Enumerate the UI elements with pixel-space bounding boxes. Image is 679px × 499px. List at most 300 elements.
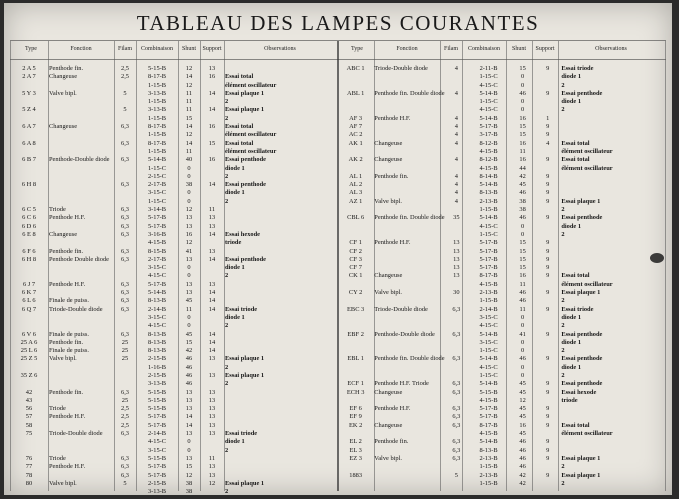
cell-filament: 6,3 [452,438,461,446]
cell-combination: 2-15-C [147,172,167,180]
cell-function [373,189,445,197]
cell-shunt: 46 [519,297,526,305]
cell-shunt: 46 [519,355,526,363]
cell-filament: 4 [454,139,458,147]
table-row [338,181,665,189]
cell-type: 6 F 6 [22,247,36,255]
cell-function [48,115,114,123]
cell-function [48,488,114,495]
cell-type: EZ 3 [349,454,362,462]
cell-combination: 8-13-B [479,446,498,454]
cell-observations: Essai triode [225,305,258,313]
cell-type [338,430,373,438]
cell-function: Penthode H.F. [374,405,411,413]
cell-type: 80 [25,479,33,487]
cell-support [200,198,224,206]
table-row [10,281,336,289]
cell-function: Changeuse [374,139,403,147]
cell-combination: 3-15-C [147,446,167,454]
cell-support: 13 [208,371,216,379]
cell-combination: 2-13-B [479,197,498,205]
cell-support: 14 [208,297,216,305]
cell-function [48,264,114,272]
cell-filament: 4 [454,156,458,164]
cell-filament: 2,5 [121,73,129,81]
cell-observations: 2 [561,297,565,305]
header-combination-left: Combinaison [140,46,173,52]
cell-observations: Essai plaque 1 [561,471,601,479]
cell-filament: 2,5 [121,421,129,429]
cell-shunt: 42 [519,172,526,180]
cell-shunt: 12 [185,131,193,139]
cell-function [48,106,114,114]
cell-observations: élément oscillateur [225,81,277,89]
cell-observations: Essai total [561,139,590,147]
cell-filament [446,98,467,106]
cell-shunt: 14 [185,123,193,131]
cell-function [373,131,445,139]
cell-combination: 2-15-B [147,371,167,379]
cell-function [373,206,445,214]
cell-support [535,281,560,289]
cell-shunt: 0 [187,446,191,454]
cell-type [10,364,48,372]
cell-type [10,488,48,495]
cell-filament [446,82,467,90]
cell-type [338,322,373,330]
cell-function: Penthode H.F. [49,413,86,421]
cell-observations: Essai triode [561,65,594,72]
table-row [10,156,336,164]
cell-function [373,463,445,471]
lamp-table-left [10,65,336,495]
table-row [338,206,665,214]
cell-filament [114,148,136,156]
cell-combination: 1-15-B [479,463,498,471]
cell-type [338,364,373,372]
cell-combination: 8-13-B [479,189,498,197]
cell-filament [114,364,136,372]
table-row [338,447,665,455]
cell-combination: 3-14-B [147,206,167,214]
cell-function: Triode-Double diode [374,305,428,313]
cell-combination: 1-15-B [147,81,167,89]
cell-function [48,239,114,247]
cell-filament: 6,3 [452,405,461,413]
cell-combination: 4-15-B [479,430,498,438]
cell-type: 5 Y 3 [22,89,36,97]
cell-function [373,73,445,81]
cell-shunt: 12 [185,81,193,89]
cell-support: 14 [208,338,216,346]
cell-filament: 6,3 [452,413,461,421]
cell-observations: Essai plaque 1 [561,454,601,462]
cell-type: 25 A 6 [20,338,38,346]
cell-function [373,480,445,488]
cell-support: 9 [546,388,550,396]
cell-type [338,281,373,289]
cell-type: 6 L 6 [22,297,36,305]
cell-support [200,364,224,372]
cell-function [373,281,445,289]
cell-observations: 2 [225,380,229,388]
cell-observations [560,239,665,247]
cell-support [535,364,560,372]
cell-support: 14 [208,106,216,114]
lamp-table-sheet [4,3,672,495]
header-type-left: Type [25,46,37,52]
cell-shunt: 46 [519,463,526,471]
cell-type: AL 2 [349,181,363,189]
cell-type [338,231,373,239]
cell-combination: 4-15-C [479,322,498,330]
cell-shunt: 11 [185,147,193,155]
cell-filament: 25 [121,355,129,363]
cell-support [535,206,560,214]
cell-type: 6 V 6 [22,330,36,338]
cell-filament: 6,3 [121,247,129,255]
cell-function [48,148,114,156]
cell-combination: 3-15-C [479,338,498,346]
cell-combination: 4-15-C [147,322,167,330]
cell-filament [446,339,467,347]
cell-filament: 6,3 [121,214,129,222]
cell-support: 13 [208,355,216,363]
cell-combination: 1-15-C [479,347,498,355]
cell-observations [224,413,336,421]
cell-observations: Essai plaque 1 [561,197,601,205]
cell-shunt: 45 [519,430,526,438]
cell-combination: 3-15-C [147,313,167,321]
cell-support: 13 [208,463,216,471]
cell-observations: diode 1 [561,363,582,371]
cell-combination: 3-17-B [479,131,498,139]
cell-type: 6 H 8 [21,181,37,189]
cell-support [535,430,560,438]
cell-combination: 5-17-B [479,247,498,255]
cell-support [535,463,560,471]
table-row [338,380,665,388]
cell-filament: 6,3 [121,305,129,313]
cell-shunt: 0 [521,347,525,355]
table-row [338,331,665,339]
cell-shunt: 15 [519,65,526,72]
cell-support: 11 [208,454,216,462]
cell-support: 9 [546,380,550,388]
cell-filament: 6,3 [121,156,129,164]
cell-support [535,106,560,114]
cell-function: Triode [49,405,66,413]
cell-filament: 4 [454,65,458,72]
cell-combination: 4-15-C [479,81,498,89]
cell-shunt: 0 [521,98,525,106]
cell-support: 9 [546,446,550,454]
cell-function: Penthode fin. Double diode [374,355,445,363]
cell-filament [446,73,467,81]
cell-combination: 8-12-B [479,156,498,164]
cell-observations: élément oscillateur [561,280,613,288]
cell-type [338,106,373,114]
cell-type: 57 [25,413,33,421]
cell-function [48,131,114,139]
cell-type: ECH 3 [346,388,365,396]
cell-type: EL 2 [349,438,362,446]
cell-filament: 6,3 [121,255,129,263]
cell-combination: 5-17-B [147,421,167,429]
cell-combination: 3-13-B [147,89,167,97]
cell-function: Changeuse [374,272,403,280]
table-row [338,339,665,347]
cell-combination: 2-14-B [147,305,167,313]
table-row [10,430,336,438]
cell-combination: 5-17-B [147,413,167,421]
cell-support: 9 [546,264,550,272]
cell-type: 6 A 7 [22,123,36,131]
cell-combination: 1-15-C [147,164,167,172]
cell-function: Finale de puiss. [49,347,89,355]
table-row [10,65,336,73]
page-title: TABLEAU DES LAMPES COURANTES [136,11,540,35]
cell-function: Penthode fin. [374,438,409,446]
cell-combination: 3-15-C [479,313,498,321]
cell-shunt: 13 [185,289,193,297]
cell-type: 6 Q 7 [21,305,37,313]
cell-support: 16 [208,156,216,164]
cell-support [535,314,560,322]
cell-shunt: 16 [519,272,526,280]
cell-type: CF 3 [349,255,362,263]
cell-combination: 8-17-B [147,139,167,147]
cell-combination: 5-17-B [479,413,498,421]
cell-type: 75 [25,430,33,438]
cell-filament: 6,3 [121,430,129,438]
cell-filament: 6,3 [121,330,129,338]
cell-observations [224,389,336,397]
cell-filament [114,131,136,139]
header-shunt-left: Shunt [181,46,196,52]
cell-combination: 5-14-B [479,214,498,222]
cell-filament: 4 [454,172,458,180]
table-row [338,306,665,314]
cell-combination: 8-17-B [147,123,167,131]
cell-observations: 2 [561,347,565,355]
cell-filament [446,480,467,488]
cell-observations: 2 [225,272,229,280]
cell-function [373,297,445,305]
cell-filament [114,372,136,380]
cell-observations [224,422,336,430]
cell-filament [114,239,136,247]
cell-type: 5 Z 4 [22,106,36,114]
table-row [10,413,336,421]
cell-filament [114,115,136,123]
cell-filament [114,447,136,455]
cell-support: 13 [208,280,216,288]
cell-support [200,189,224,197]
cell-support: 12 [208,479,216,487]
cell-filament: 4 [454,181,458,189]
cell-shunt: 15 [519,255,526,263]
cell-observations: 2 [225,363,229,371]
cell-function [48,181,114,189]
cell-function: Valve bipl. [49,89,77,97]
cell-support: 13 [208,214,216,222]
cell-type: 58 [25,421,33,429]
cell-combination: 8-12-B [479,139,498,147]
ink-stain [650,253,664,263]
cell-support: 9 [546,89,550,97]
cell-filament: 6,3 [452,421,461,429]
cell-observations [224,463,336,471]
cell-support: 14 [208,230,216,238]
cell-observations: 2 [561,479,565,487]
cell-filament: 13 [453,264,460,272]
cell-shunt: 0 [521,222,525,230]
cell-observations [224,455,336,463]
cell-support [200,264,224,272]
cell-type: AK 2 [348,156,363,164]
cell-shunt: 0 [521,73,525,81]
cell-shunt: 45 [519,380,526,388]
cell-filament [446,314,467,322]
table-row [338,165,665,173]
cell-function [373,106,445,114]
cell-observations: Essai penthode [225,156,267,164]
cell-shunt: 42 [519,479,526,487]
cell-shunt: 0 [521,363,525,371]
cell-combination: 5-17-B [147,214,167,222]
cell-filament [446,206,467,214]
cell-type: AF 7 [349,123,363,131]
header-filament-right: Filam [443,46,458,52]
cell-type: EF 6 [349,405,362,413]
cell-filament: 2,5 [121,405,129,413]
cell-support [200,115,224,123]
cell-combination: 5-17-B [147,463,167,471]
cell-support [535,231,560,239]
cell-type: EK 2 [348,421,363,429]
cell-combination: 2-17-B [147,255,167,263]
cell-support: 9 [546,172,550,180]
cell-type: 6 C 5 [22,206,36,214]
cell-combination: 4-15-B [147,239,167,247]
cell-type [10,115,48,123]
cell-filament [446,397,467,405]
cell-observations: 2 [225,172,229,180]
cell-combination: 5-17-B [147,280,167,288]
cell-filament [446,372,467,380]
cell-shunt: 15 [519,264,526,272]
table-row [338,256,665,264]
cell-observations [560,131,665,139]
cell-filament: 6,3 [452,388,461,396]
header-combination-right: Combinaison [467,46,500,52]
cell-type: 2 A 7 [22,73,36,81]
cell-function: Changeuse [49,123,78,131]
cell-filament [446,165,467,173]
table-row [10,322,336,330]
cell-observations: Essai hexode [225,230,260,238]
cell-type [10,264,48,272]
cell-function: Triode-Double diode [374,65,428,72]
cell-support: 9 [546,355,550,363]
cell-shunt: 46 [519,289,526,297]
cell-support: 9 [546,156,550,164]
cell-shunt: 16 [519,156,526,164]
table-row [10,98,336,106]
cell-shunt: 14 [185,413,193,421]
table-row [10,173,336,181]
table-row [10,422,336,430]
cell-type: 1883 [349,471,363,479]
cell-shunt: 13 [185,388,193,396]
cell-combination: 5-17-B [479,255,498,263]
cell-support: 4 [546,139,550,147]
cell-observations: Essai total [561,421,590,429]
cell-filament: 6,3 [121,471,129,479]
cell-filament: 13 [453,239,460,247]
cell-filament: 4 [454,89,458,97]
cell-filament: 4 [454,131,458,139]
cell-filament [114,173,136,181]
cell-observations [224,206,336,214]
cell-type: AF 3 [349,114,363,122]
cell-support [200,438,224,446]
cell-observations [560,438,665,446]
cell-combination: 5-14-B [147,156,167,164]
cell-type [338,82,373,90]
cell-support [200,173,224,181]
cell-shunt: 38 [185,488,193,495]
cell-function [48,223,114,231]
table-row [10,131,336,139]
cell-type [10,322,48,330]
cell-shunt: 42 [185,347,193,355]
cell-filament: 2,5 [121,65,129,72]
cell-observations: 2 [561,322,565,330]
table-row [10,306,336,314]
cell-support [535,82,560,90]
cell-observations: diode 1 [561,73,582,81]
cell-shunt: 13 [185,405,193,413]
cell-combination: 8-13-B [147,330,167,338]
cell-type: 42 [25,388,33,396]
cell-type [338,148,373,156]
cell-function: Penthode H.F. [49,463,86,471]
cell-function: Penthode fin. [49,338,84,346]
cell-shunt: 45 [185,330,193,338]
cell-shunt: 46 [519,189,526,197]
cell-filament [114,380,136,388]
cell-filament [446,347,467,355]
cell-type [10,189,48,197]
cell-shunt: 0 [187,438,191,446]
cell-function: Penthode-Double diode [49,156,110,164]
cell-combination: 5-14-B [479,380,498,388]
cell-filament: 5 [123,89,127,97]
cell-observations: diode 1 [225,164,245,172]
table-row [338,389,665,397]
cell-combination: 5-17-B [147,471,167,479]
table-row [10,372,336,380]
cell-combination: 8-13-B [147,297,167,305]
table-row [338,405,665,413]
cell-observations [224,472,336,480]
cell-filament [446,281,467,289]
cell-function [373,248,445,256]
cell-shunt: 11 [519,280,526,288]
cell-observations: 2 [561,371,565,379]
